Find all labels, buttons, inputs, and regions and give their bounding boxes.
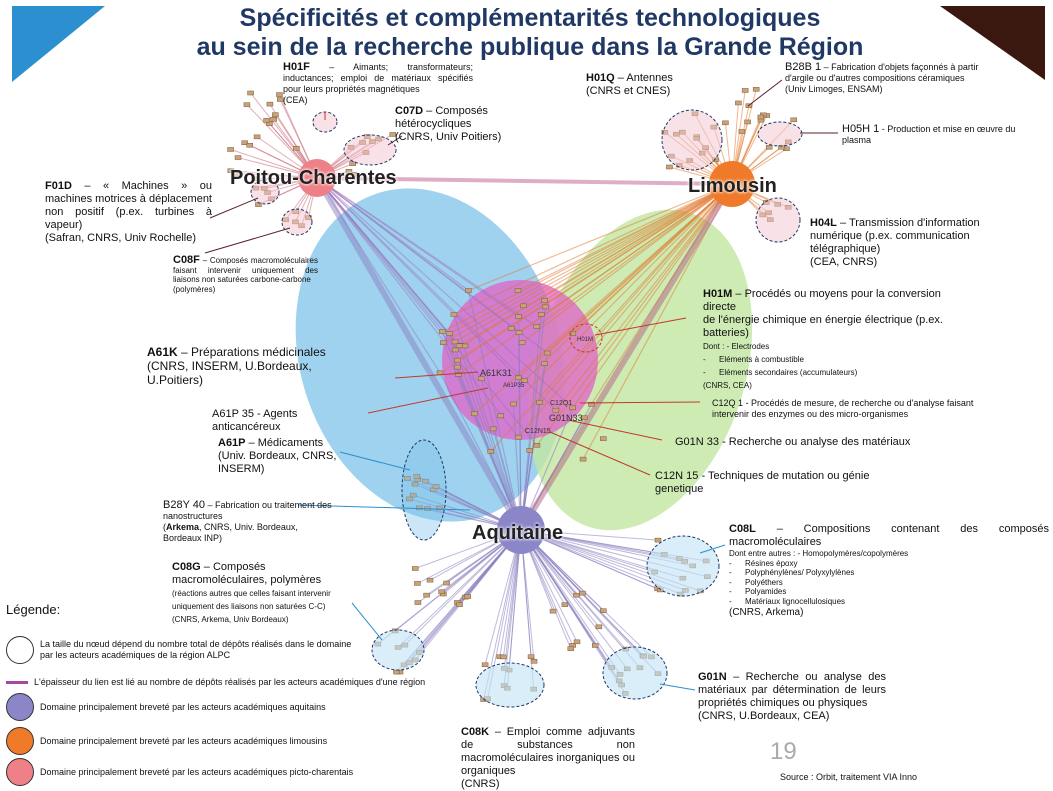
hub-label-aquitaine: Aquitaine [472,522,564,544]
pointer-c08f [205,228,290,253]
legend-size-circle-icon [6,636,34,664]
legend-poitou-circle-icon [6,758,34,786]
graph-leaf-node [596,625,602,629]
cluster-c08g [372,630,424,670]
graph-leaf-node [655,538,661,542]
graph-leaf-node [267,102,273,106]
graph-leaf-node [412,566,418,570]
graph-leaf-node [272,113,278,117]
graph-leaf-node [580,457,586,461]
graph-leaf-node [424,593,430,597]
graph-leaf-node [735,101,741,105]
node-label-a61k31: A61K31 [480,368,513,378]
graph-leaf-node [508,326,514,330]
annotation-a61p35: A61P 35 - Agents anticancéreux [212,408,298,433]
graph-leaf-node [465,595,471,599]
graph-leaf-node [293,146,299,150]
cluster-c08k [476,663,544,707]
cluster-h05h [758,122,802,146]
graph-leaf-node [515,289,521,293]
graph-leaf-node [538,312,544,316]
graph-leaf-node [456,344,462,348]
graph-leaf-node [500,655,506,659]
graph-leaf-node [745,120,751,124]
graph-leaf-node [742,88,748,92]
graph-leaf-node [534,443,540,447]
page-number: 19 [770,738,797,765]
graph-leaf-node [511,402,517,406]
annotation-c12n: C12N 15 - Techniques de mutation ou génie genetique [655,470,870,495]
c08l-item: - Polyamides [729,587,787,596]
graph-leaf-node [666,165,672,169]
annotation-h01f: H01F – Aimants; transformateurs; inductances; emploi de matériaux spécifiés pour leurs propriétés magnétiques (CEA) [283,61,473,105]
graph-leaf-node [276,93,282,97]
cluster-c07d [344,135,396,165]
graph-leaf-node [568,647,574,651]
graph-leaf-node [247,143,253,147]
graph-leaf-node [519,341,525,345]
graph-leaf-node [527,448,533,452]
graph-leaf-node [516,315,522,319]
graph-leaf-node [471,412,477,416]
annotation-c08f: C08F – Composés macromoléculaires faisant intervenir uniquement des liaisons non saturées carbone-carbone (polymères) [173,254,318,294]
node-label-h01m: H01M [577,337,594,343]
graph-leaf-node [531,659,537,663]
annotation-c08g: C08G – Composés macromoléculaires, polymères (réactions autres que celles faisant intervenir uniquement des liaisons non saturées C-C) (CNRS, Arkema, Univ Bordeaux) [172,561,331,624]
graph-leaf-node [235,156,241,160]
c08l-item: - Matériaux lignocellulosiques [729,596,846,606]
graph-leaf-node [452,348,458,352]
hub-label-limousin: Limousin [688,175,777,197]
graph-leaf-node [451,312,457,316]
graph-leaf-node [482,663,488,667]
annotation-h01q: H01Q – Antennes (CNRS et CNES) [586,72,673,97]
node-label-g01n33: G01N33 [549,413,583,423]
pointer-b28b [748,80,782,106]
pointer-g01n [660,684,695,690]
graph-leaf-node [440,341,446,345]
graph-leaf-node [447,332,453,336]
c08l-item: - Polyéthers [729,577,783,587]
graph-leaf-node [248,91,254,95]
legend-aquitaine: Domaine principalement breveté par les acteurs académiques aquitains [6,693,326,721]
cluster-a61p [402,440,446,540]
graph-leaf-node [542,305,548,309]
graph-leaf-node [454,358,460,362]
node-label-c12n15: C12N15 [525,428,551,435]
graph-leaf-node [439,590,445,594]
hub-label-poitou: Poitou-Charentes [230,167,397,189]
c08l-item: - Résines époxy [729,558,798,568]
annotation-g01n33: G01N 33 - Recherche ou analyse des matériaux [675,436,911,448]
graph-leaf-node [553,408,559,412]
annotation-h01m: H01M – Procédés ou moyens pour la conversion directe de l'énergie chimique en énergie électrique (p.ex. batteries) Dont : - Electrodes - Eléments à combustible - Eléments secondaires (accumulateurs) (CNRS, CEA) [703,288,943,390]
legend-limousin-circle-icon [6,727,34,755]
legend-title: Légende: [6,602,61,617]
graph-leaf-node [544,351,550,355]
graph-leaf-node [542,299,548,303]
graph-leaf-node [498,414,504,418]
graph-leaf-node [574,640,580,644]
annotation-c07d: C07D – Composés hétérocycliques (CNRS, Univ Poitiers) [395,105,502,143]
graph-leaf-node [444,581,450,585]
graph-leaf-node [791,118,797,122]
pointer-c08g [352,603,382,640]
annotation-h04l: H04L – Transmission d'information numérique (p.ex. communication télégraphique) (CEA, CNRS) [810,217,980,268]
annotation-b28b: B28B 1 – Fabrication d'objets façonnés à partir d'argile ou d'autres compositions céramiques (Univ Limoges, ENSAM) [785,61,979,94]
annotation-h05h: H05H 1 - Production et mise en œuvre du plasma [842,123,1016,145]
graph-leaf-node [452,340,458,344]
graph-leaf-node [415,601,421,605]
source-note: Source : Orbit, traitement VIA Inno [780,772,918,782]
cluster-h04l [756,198,800,242]
graph-edge [398,530,521,647]
graph-leaf-node [515,376,521,380]
annotation-f01d: F01D – « Machines » ou machines motrices à déplacement non positif (p.ex. turbines à vapeur) (Safran, CNRS, Univ Rochelle) [45,180,212,244]
annotation-g01n: G01N – Recherche ou analyse des matériaux par détermination de leurs propriétés chimiques ou physiques (CNRS, U.Bordeaux, CEA) [698,671,886,722]
graph-leaf-node [457,603,463,607]
graph-leaf-node [758,115,764,119]
graph-leaf-node [753,87,759,91]
cluster-g01n [603,647,667,699]
graph-leaf-node [264,118,270,122]
graph-leaf-node [490,427,496,431]
graph-leaf-node [600,437,606,441]
annotation-c08k: C08K – Emploi comme adjuvants de substances non macromoléculaires inorganiques ou organiques (CNRS) [461,726,635,790]
legend-link-line-icon [6,681,28,684]
c08l-item: - Polyphénylènes/ Polyxylylènes [729,568,855,577]
graph-leaf-node [244,103,250,107]
graph-leaf-node [427,578,433,582]
legend-link: L'épaisseur du lien est lié au nombre de dépôts réalisés par les acteurs académiques d'une région [6,677,425,688]
graph-leaf-node [521,379,527,383]
graph-leaf-node [579,591,585,595]
legend-poitou: Domaine principalement breveté par les acteurs académiques picto-charentais [6,758,353,786]
graph-leaf-node [516,331,522,335]
graph-leaf-node [271,117,277,121]
graph-leaf-node [515,435,521,439]
graph-leaf-node [722,121,728,125]
graph-leaf-node [455,365,461,369]
graph-leaf-node [550,609,556,613]
annotation-c12q: C12Q 1 - Procédés de mesure, de recherche ou d'analyse faisant intervenir des enzymes ou des micro-organismes [712,398,974,419]
graph-leaf-node [600,609,606,613]
graph-leaf-node [534,325,540,329]
graph-leaf-node [766,145,772,149]
graph-leaf-node [521,304,527,308]
annotation-b28y: B28Y 40 – Fabrication ou traitement des nanostructures (Arkema, CNRS, Univ. Bordeaux, Bordeaux INP) [163,499,332,543]
graph-leaf-node [573,593,579,597]
legend-size: La taille du nœud dépend du nombre total de dépôts réalisés dans le domaine par les acteurs académiques de la région ALPC [6,636,366,664]
graph-leaf-node [394,670,400,674]
annotation-a61p: A61P – Médicaments (Univ. Bordeaux, CNRS, INSERM) [218,437,337,475]
graph-leaf-node [439,330,445,334]
graph-leaf-node [488,449,494,453]
cluster-c08l [647,536,719,596]
pointer-f01d [210,198,258,218]
graph-leaf-node [542,361,548,365]
graph-leaf-node [462,344,468,348]
graph-leaf-node [592,643,598,647]
slide-title: Spécificités et complémentarités technologiques au sein de la recherche publique dans la Grande Région [196,4,864,61]
node-label-c12q1: C12Q1 [550,400,573,407]
graph-leaf-node [739,130,745,134]
graph-leaf-node [228,147,234,151]
annotation-c08l: C08L – Compositions contenant des composés macromoléculaires Dont entre autres : - Homopolymères/copolymères - Résines époxy - Polyphénylènes/ Polyxylylènes - Polyéthers - Polyamides - Matériaux lignocellulosiques (CNRS, Arkema) [729,523,1049,618]
graph-leaf-node [562,603,568,607]
graph-leaf-node [414,581,420,585]
graph-leaf-node [528,655,534,659]
graph-leaf-node [465,289,471,293]
legend-aquitaine-circle-icon [6,693,34,721]
annotation-a61k: A61K – Préparations médicinales (CNRS, INSERM, U.Bordeaux, U.Poitiers) [147,345,326,387]
graph-leaf-node [537,400,543,404]
node-label-a61p35: A61P35 [503,383,525,389]
cluster-h01q [662,110,722,170]
legend-limousin: Domaine principalement breveté par les acteurs académiques limousins [6,727,327,755]
graph-leaf-node [254,135,260,139]
cluster-c08f [282,209,312,235]
